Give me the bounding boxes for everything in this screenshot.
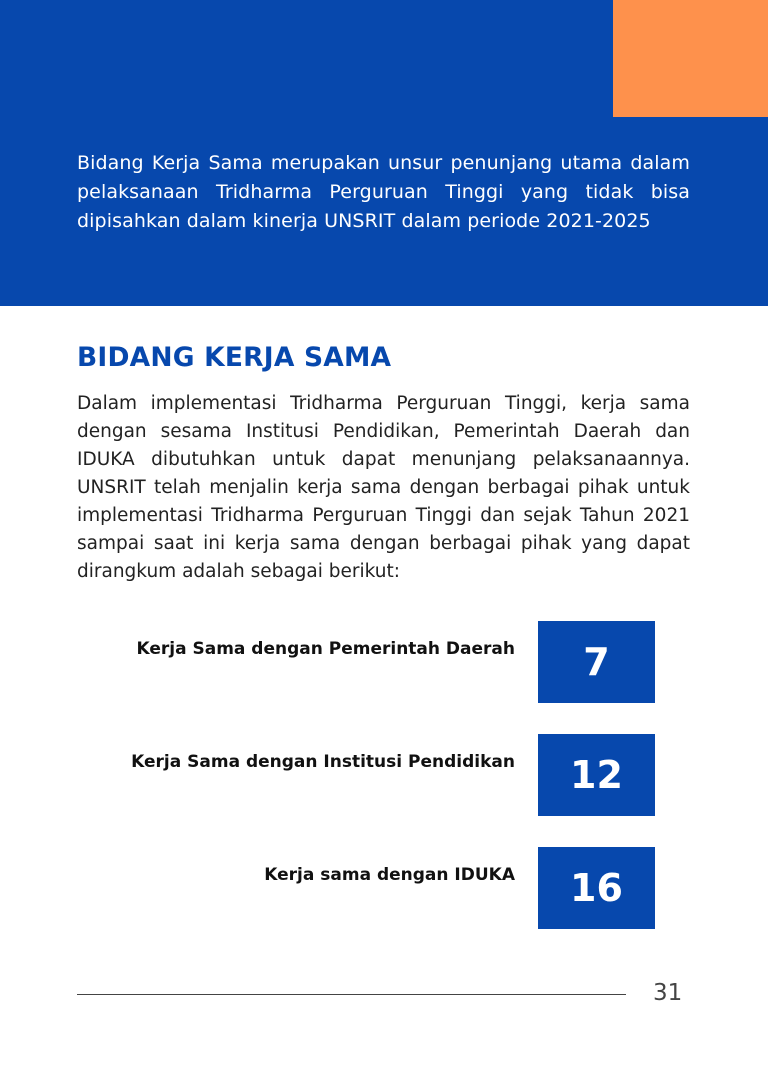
stat-label: Kerja sama dengan IDUKA bbox=[264, 865, 515, 885]
orange-corner-block bbox=[613, 0, 768, 117]
footer-divider bbox=[77, 994, 626, 995]
stat-label: Kerja Sama dengan Pemerintah Daerah bbox=[136, 639, 515, 659]
stat-value-box: 16 bbox=[538, 847, 655, 929]
stat-label: Kerja Sama dengan Institusi Pendidikan bbox=[131, 752, 515, 772]
stat-value-box: 12 bbox=[538, 734, 655, 816]
stat-row-institusi-pendidikan bbox=[0, 734, 768, 816]
stat-value-box: 7 bbox=[538, 621, 655, 703]
section-title: BIDANG KERJA SAMA bbox=[77, 342, 392, 373]
page-number: 31 bbox=[653, 980, 683, 1006]
section-paragraph: Dalam implementasi Tridharma Perguruan Tinggi, kerja sama dengan sesama Institusi Pendidikan, Pemerintah Daerah dan IDUKA dibutuhkan untuk dapat menunjang pelaksanaannya. UNSRIT telah menjalin kerja sama dengan berbagai pihak untuk implementasi Tridharma Perguruan Tinggi dan sejak Tahun 2021 sampai saat ini kerja sama dengan berbagai pihak yang dapat dirangkum adalah sebagai berikut: bbox=[77, 393, 690, 582]
intro-text: Bidang Kerja Sama merupakan unsur penunjang utama dalam pelaksanaan Tridharma Perguruan Tinggi yang tidak bisa dipisahkan dalam kinerja UNSRIT dalam periode 2021-2025 bbox=[77, 152, 690, 232]
stat-row-iduka bbox=[0, 847, 768, 929]
stat-row-pemerintah-daerah bbox=[0, 621, 768, 703]
